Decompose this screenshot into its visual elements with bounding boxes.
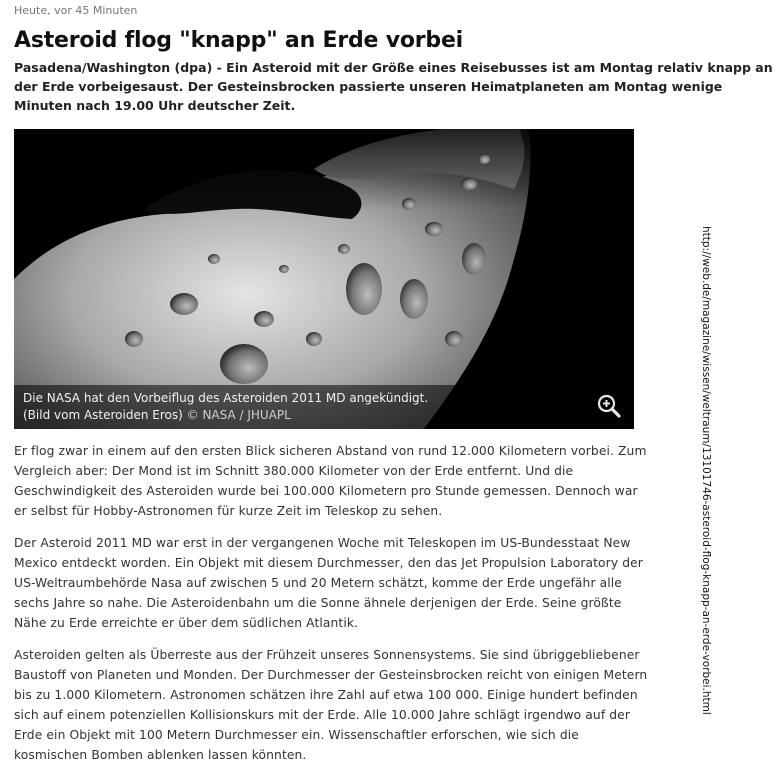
image-caption xyxy=(23,390,428,424)
body-paragraph: Der Asteroid 2011 MD war erst in der vergangenen Woche mit Teleskopen im US-Bundesstaat New Mexico entdeckt worden. Ein Objekt mit diesem Durchmesser, den das Jet Propulsion Laboratory der US-Weltraumbehörde Nasa auf zwischen 5 und 20 Metern schätzt, komme der Erde ungefähr alle sechs Jahre so nahe. Die Asteroidenbahn um die Sonne ähnele derjenigen der Erde. Seine größte Nähe zu Erde erreichte er über dem südlichen Atlantik. xyxy=(14,536,643,630)
article-lead: Pasadena/Washington (dpa) - Ein Asteroid mit der Größe eines Reisebusses ist am Montag relativ knapp an der Erde vorbeigesaust. Der Gesteinsbrocken passierte unseren Heimatplaneten am Montag wenige Minuten nach 19.00 Uhr deutscher Zeit. xyxy=(14,60,773,113)
caption-line-1: Die NASA hat den Vorbeiflug des Asteroiden 2011 MD angekündigt. xyxy=(23,391,429,405)
image-credit: © NASA / JHUAPL xyxy=(186,408,291,422)
article-body xyxy=(14,441,654,777)
asteroid-eros-photo xyxy=(14,129,634,429)
article-headline: Asteroid flog "knapp" an Erde vorbei xyxy=(14,28,464,53)
zoom-in-icon[interactable] xyxy=(596,393,622,419)
article-image[interactable] xyxy=(14,129,634,429)
caption-line-2: (Bild vom Asteroiden Eros) xyxy=(23,408,183,422)
body-paragraph: Er flog zwar in einem auf den ersten Blick sicheren Abstand von rund 12.000 Kilometern vorbei. Zum Vergleich aber: Der Mond ist im Schnitt 380.000 Kilometer von der Erde entfernt. Und die Geschwindigkeit des Asteroiden wurde bei 100.000 Kilometern pro Stunde gemessen. Dennoch war er selbst für Hobby-Astronomen für kurze Zeit im Teleskop zu sehen. xyxy=(14,444,647,518)
image-caption-bar xyxy=(14,385,634,429)
body-paragraph: Asteroiden gelten als Überreste aus der Frühzeit unseres Sonnensystems. Sie sind übriggebliebener Baustoff von Planeten und Monden. Der Durchmesser der Gesteinsbrocken reicht von einigen Metern bis zu 1.000 Kilometern. Astronomen schätzen ihre Zahl auf etwa 100 000. Einige hundert befinden sich auf einem potenziellen Kollisionskurs mit der Erde. Alle 10.000 Jahre schlägt irgendwo auf der Erde ein Objekt mit 100 Metern Durchmesser ein. Wissenschaftler erforschen, wie sich die kosmischen Bomben ablenken lassen könnten. xyxy=(14,648,648,762)
article-timestamp: Heute, vor 45 Minuten xyxy=(14,4,138,17)
source-url: http://web.de/magazine/wissen/weltraum/13101746-asteroid-flog-knapp-an-erde-vorbei.html xyxy=(700,226,712,715)
